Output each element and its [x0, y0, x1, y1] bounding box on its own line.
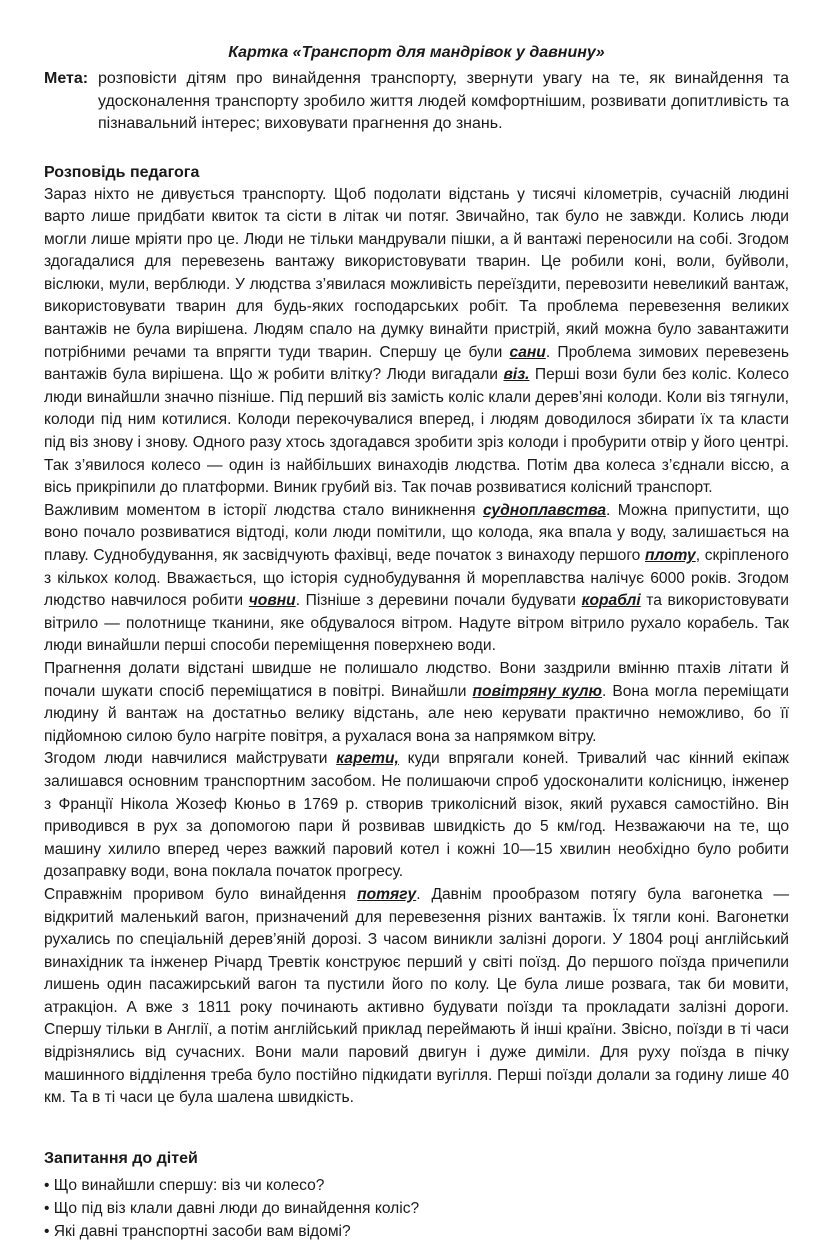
keyword-carriages: карети, [336, 750, 399, 768]
keyword-train: потягу [357, 885, 417, 903]
story-text: , скріпленого з кількох колод. Вважається, що історія суднобудування й мореплавства налічує 6000 років. Згодом людство навчилося робити [44, 547, 789, 610]
question-item: • Які давні транспортні засоби вам відомі? [44, 1220, 789, 1243]
story-text: . Давнім прообразом потягу була вагонетка — відкритий маленький вагон, призначений для перевезення різних вантажів. Їх тягли коні. Вагонетки рухались по спеціальній дерев’яній дорозі. З часом виникли залізні дороги. У 1804 році англійський винахідник та інженер Річард Тревтік конструює перший у світі поїзд. До першого поїзда причепили лишень один пасажирський вагон та пустили його по колу. Це була лише розвага, так би мовити, атракціон. А вже з 1811 року починають активно будувати поїзди та прокладати залізні дороги. Спершу тільки в Англії, а потім англійський приклад переймають й інші країни. Звісно, поїзди в ті часи відрізнялись від сучасних. Вони мали паровий двигун і дуже диміли. Для руху поїзда в пічку машинного відділення треба було постійно підкидати вугілля. Перші поїзди долали за годину лише 40 км. Та в ті часи це була шалена швидкість. [44, 885, 790, 1107]
story-text: Зараз ніхто не дивується транспорту. Щоб подолати відстань у тисячі кілометрів, сучасній людині варто лише придбати квиток та сісти в літак чи потяг. Звичайно, так було не завжди. Колись люди могли лише мріяти про це. Люди не тільки мандрували пішки, а й вантажі переносили на собі. Згодом здогадалися для перевезень вантажу використовувати тварин. Це робили коні, воли, буйволи, віслюки, мули, верблюди. У людства з’явилася можливість переїздити, перевозити невеликий вантаж, використовувати тварин для будь-яких господарських робіт. Та проблема перевезення великих вантажів не була вирішена. Людям спало на думку винайти пристрій, який можна було завантажити потрібними речами та впрягти туди тварин. Спершу це були [44, 185, 789, 361]
story-text: куди впрягали коней. Тривалий час кінний екіпаж залишався основним транспортним засобом. Не полишаючи спроб удосконалити колісницю, інженер з Франції Нікола Жозеф Кюньо в 1769 р. створив триколісний візок, який рухався самостійно. Він приводився в рух за допомогою пари й розвивав швидкість до 5 км/год. Незважаючи на те, що машину хилило вперед через важкий паровий котел і кожні 10—15 хвилин необхідно було робити дозаправку води, вона поклала початок прогресу. [44, 750, 789, 881]
keyword-boats: човни [248, 592, 296, 610]
story-heading: Розповідь педагога [44, 163, 200, 181]
story-paragraph-shipbuilding [44, 500, 789, 658]
story-text: . Можна припустити, що воно почало розвиватися відтоді, коли люди помітили, що колода, яка впала у воду, залишається на плаву. Суднобудування, як засвідчують фахівці, веде початок з винаходу першого [44, 501, 790, 564]
question-item: • Що під віз клали давні люди до винайдення коліс? [44, 1197, 789, 1220]
story-text: та використовувати вітрило — полотнище тканини, яке обдувалося вітром. Надуте вітром вітрило рухало корабель. Так люди винайшли перші способи переміщення поверхнею води. [44, 592, 789, 655]
story-paragraph-balloon [44, 658, 789, 748]
question-item: • Що винайшли спершу: віз чи колесо? [44, 1174, 789, 1197]
story-text: Перші вози були без коліс. Колесо люди винайшли значно пізніше. Під перший віз замість коліс клали дерев’яні колоди. Коли віз тягнули, колоди під ним котилися. Колоди перекочувалися вперед, і людям доводилося збирати їх та класти під віз знову і знову. Одного разу хтось здогадався зробити зріз колоди і пробурити отвір у його центрі. Так з’явилося колесо — один із найбільших винаходів людства. Потім два колеса з’єднали віссю, а вісь прикріпили до платформи. Виник грубий віз. Так почав розвиватися колісний транспорт. [44, 366, 789, 497]
goal-block [44, 68, 789, 136]
story-text: Справжнім проривом було винайдення [44, 885, 358, 903]
questions-heading: Запитання до дітей [44, 1149, 198, 1167]
keyword-navigation: судноплавства [482, 501, 607, 519]
card-title: Картка «Транспорт для мандрівок у давнину» [228, 44, 605, 61]
story-text: Прагнення долати відстані швидше не полишало людство. Вони заздрили вмінню птахів літати й почали шукати спосіб переміщатися в повітрі. Винайшли [44, 659, 789, 700]
story-text: Згодом люди навчилися майструвати [44, 750, 337, 768]
goal-text: розповісти дітям про винайдення транспорту, звернути увагу на те, як винайдення та удосконалення транспорту зробило життя людей комфортнішим, розвивати допитливість та пізнавальний інтерес; виховувати прагнення до знань. [98, 70, 789, 132]
teacher-story [44, 184, 789, 1110]
story-text: . Вона могла переміщати людину й вантаж на достатньо велику відстань, але нею керувати практично неможливо, бо її підйомною силою було нагріте повітря, а рухалася вона за напрямком вітру. [44, 682, 789, 745]
story-paragraph-sled-cart [44, 184, 789, 500]
keyword-sled: сани [509, 343, 546, 361]
story-text: . Пізніше з деревини почали будувати [295, 592, 582, 610]
keyword-cart: віз. [503, 366, 530, 384]
story-text: . Проблема зимових перевезень вантажів була вирішена. Що ж робити влітку? Люди вигадали [44, 343, 789, 384]
story-text: Важливим моментом в історії людства стало виникнення [44, 501, 483, 519]
goal-label: Мета: [44, 70, 89, 87]
keyword-ships: кораблі [581, 592, 641, 610]
story-paragraph-carriage [44, 748, 789, 884]
keyword-balloon: повітряну кулю [472, 682, 602, 700]
keyword-raft: плоту [645, 547, 696, 564]
questions-list [44, 1174, 789, 1243]
story-paragraph-train [44, 884, 789, 1110]
